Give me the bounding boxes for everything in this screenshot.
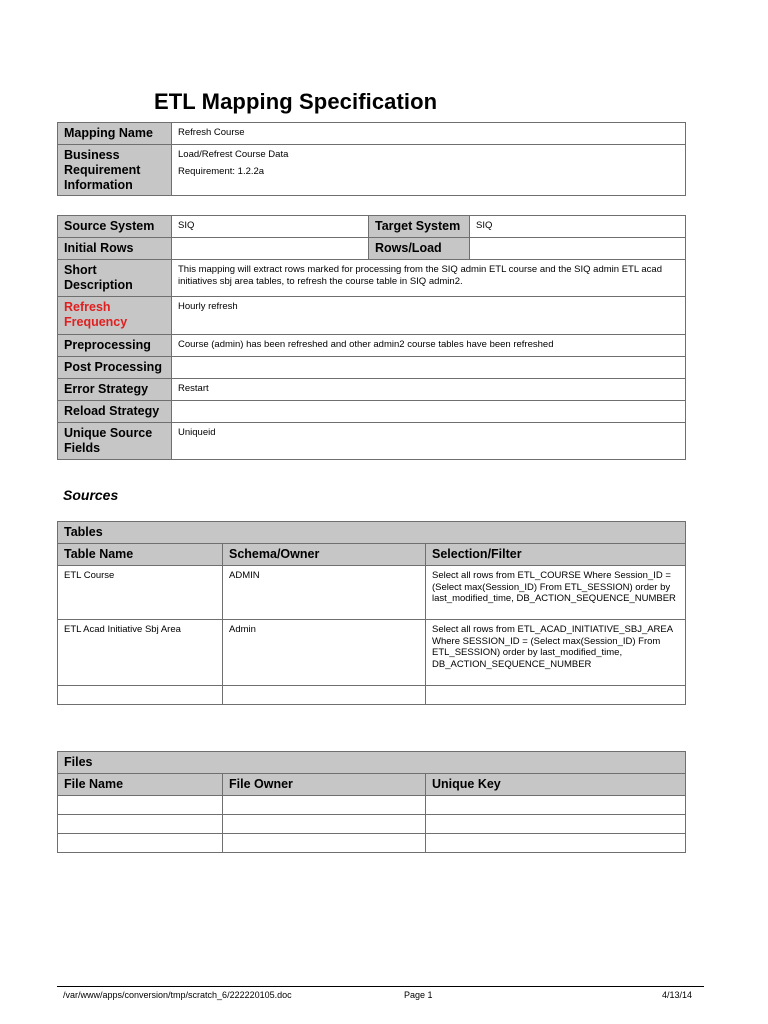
refresh-frequency-label: Refresh Frequency	[58, 297, 172, 335]
table-cell	[58, 834, 223, 853]
mapping-name-label: Mapping Name	[58, 123, 172, 145]
table-cell	[58, 796, 223, 815]
table-cell	[426, 686, 686, 705]
column-header: File Name	[58, 774, 223, 796]
source-system-value: SIQ	[172, 216, 369, 238]
target-system-label: Target System	[369, 216, 470, 238]
business-requirement-value	[172, 145, 686, 196]
business-requirement-line2: Requirement: 1.2.2a	[178, 166, 265, 177]
table-cell	[223, 686, 426, 705]
business-requirement-label: Business Requirement Information	[58, 145, 172, 196]
mapping-name-value: Refresh Course	[172, 123, 686, 145]
post-processing-value	[172, 357, 686, 379]
source-system-label: Source System	[58, 216, 172, 238]
table-cell	[58, 686, 223, 705]
column-header: File Owner	[223, 774, 426, 796]
initial-rows-label: Initial Rows	[58, 238, 172, 260]
table-cell	[58, 815, 223, 834]
reload-strategy-value	[172, 401, 686, 423]
table-cell: Select all rows from ETL_ACAD_INITIATIVE_SBJ_AREA Where SESSION_ID = (Select max(Session_ID) From ETL_SESSION) order by last_modified_time, DB_ACTION_SEQUENCE_NUMBER	[426, 620, 686, 686]
detail-table	[57, 215, 686, 460]
table-cell	[223, 834, 426, 853]
table-row	[58, 566, 686, 620]
column-header: Table Name	[58, 544, 223, 566]
column-header: Schema/Owner	[223, 544, 426, 566]
short-description-label: Short Description	[58, 260, 172, 297]
table-cell	[426, 834, 686, 853]
table-row	[58, 620, 686, 686]
footer-file-path: /var/www/apps/conversion/tmp/scratch_6/222220105.doc	[63, 990, 292, 1000]
tables-heading: Tables	[58, 522, 686, 544]
post-processing-label: Post Processing	[58, 357, 172, 379]
table-cell: ETL Acad Initiative Sbj Area	[58, 620, 223, 686]
reload-strategy-label: Reload Strategy	[58, 401, 172, 423]
page-title: ETL Mapping Specification	[154, 89, 438, 114]
table-cell: ETL Course	[58, 566, 223, 620]
table-cell	[426, 815, 686, 834]
table-cell	[223, 796, 426, 815]
table-cell: Admin	[223, 620, 426, 686]
short-description-value: This mapping will extract rows marked for processing from the SIQ admin ETL course and the SIQ admin ETL acad initiatives sbj area tables, to refresh the course table in SIQ admin2.	[172, 260, 686, 297]
error-strategy-value: Restart	[172, 379, 686, 401]
table-row	[58, 686, 686, 705]
table-row	[58, 815, 686, 834]
table-cell	[426, 796, 686, 815]
error-strategy-label: Error Strategy	[58, 379, 172, 401]
rows-load-value	[470, 238, 686, 260]
refresh-frequency-value: Hourly refresh	[172, 297, 686, 335]
preprocessing-label: Preprocessing	[58, 335, 172, 357]
sources-tables-table	[57, 521, 686, 705]
footer-date: 4/13/14	[662, 990, 693, 1000]
preprocessing-value: Course (admin) has been refreshed and other admin2 course tables have been refreshed	[172, 335, 686, 357]
table-cell	[223, 815, 426, 834]
table-row	[58, 796, 686, 815]
mapping-header-table	[57, 122, 686, 196]
table-cell: ADMIN	[223, 566, 426, 620]
business-requirement-line1: Load/Refrest Course Data	[178, 149, 289, 160]
unique-source-fields-value: Uniqueid	[172, 423, 686, 460]
unique-source-fields-label: Unique Source Fields	[58, 423, 172, 460]
target-system-value: SIQ	[470, 216, 686, 238]
table-row	[58, 834, 686, 853]
sources-files-table	[57, 751, 686, 853]
column-header: Unique Key	[426, 774, 686, 796]
files-heading: Files	[58, 752, 686, 774]
table-cell: Select all rows from ETL_COURSE Where Session_ID = (Select max(Session_ID) From ETL_SESSION) order by last_modified_time, DB_ACTION_SEQUENCE_NUMBER	[426, 566, 686, 620]
footer-page-number: Page 1	[404, 990, 433, 1000]
sources-heading: Sources	[63, 487, 119, 503]
initial-rows-value	[172, 238, 369, 260]
footer-divider	[57, 986, 704, 987]
rows-load-label: Rows/Load	[369, 238, 470, 260]
column-header: Selection/Filter	[426, 544, 686, 566]
